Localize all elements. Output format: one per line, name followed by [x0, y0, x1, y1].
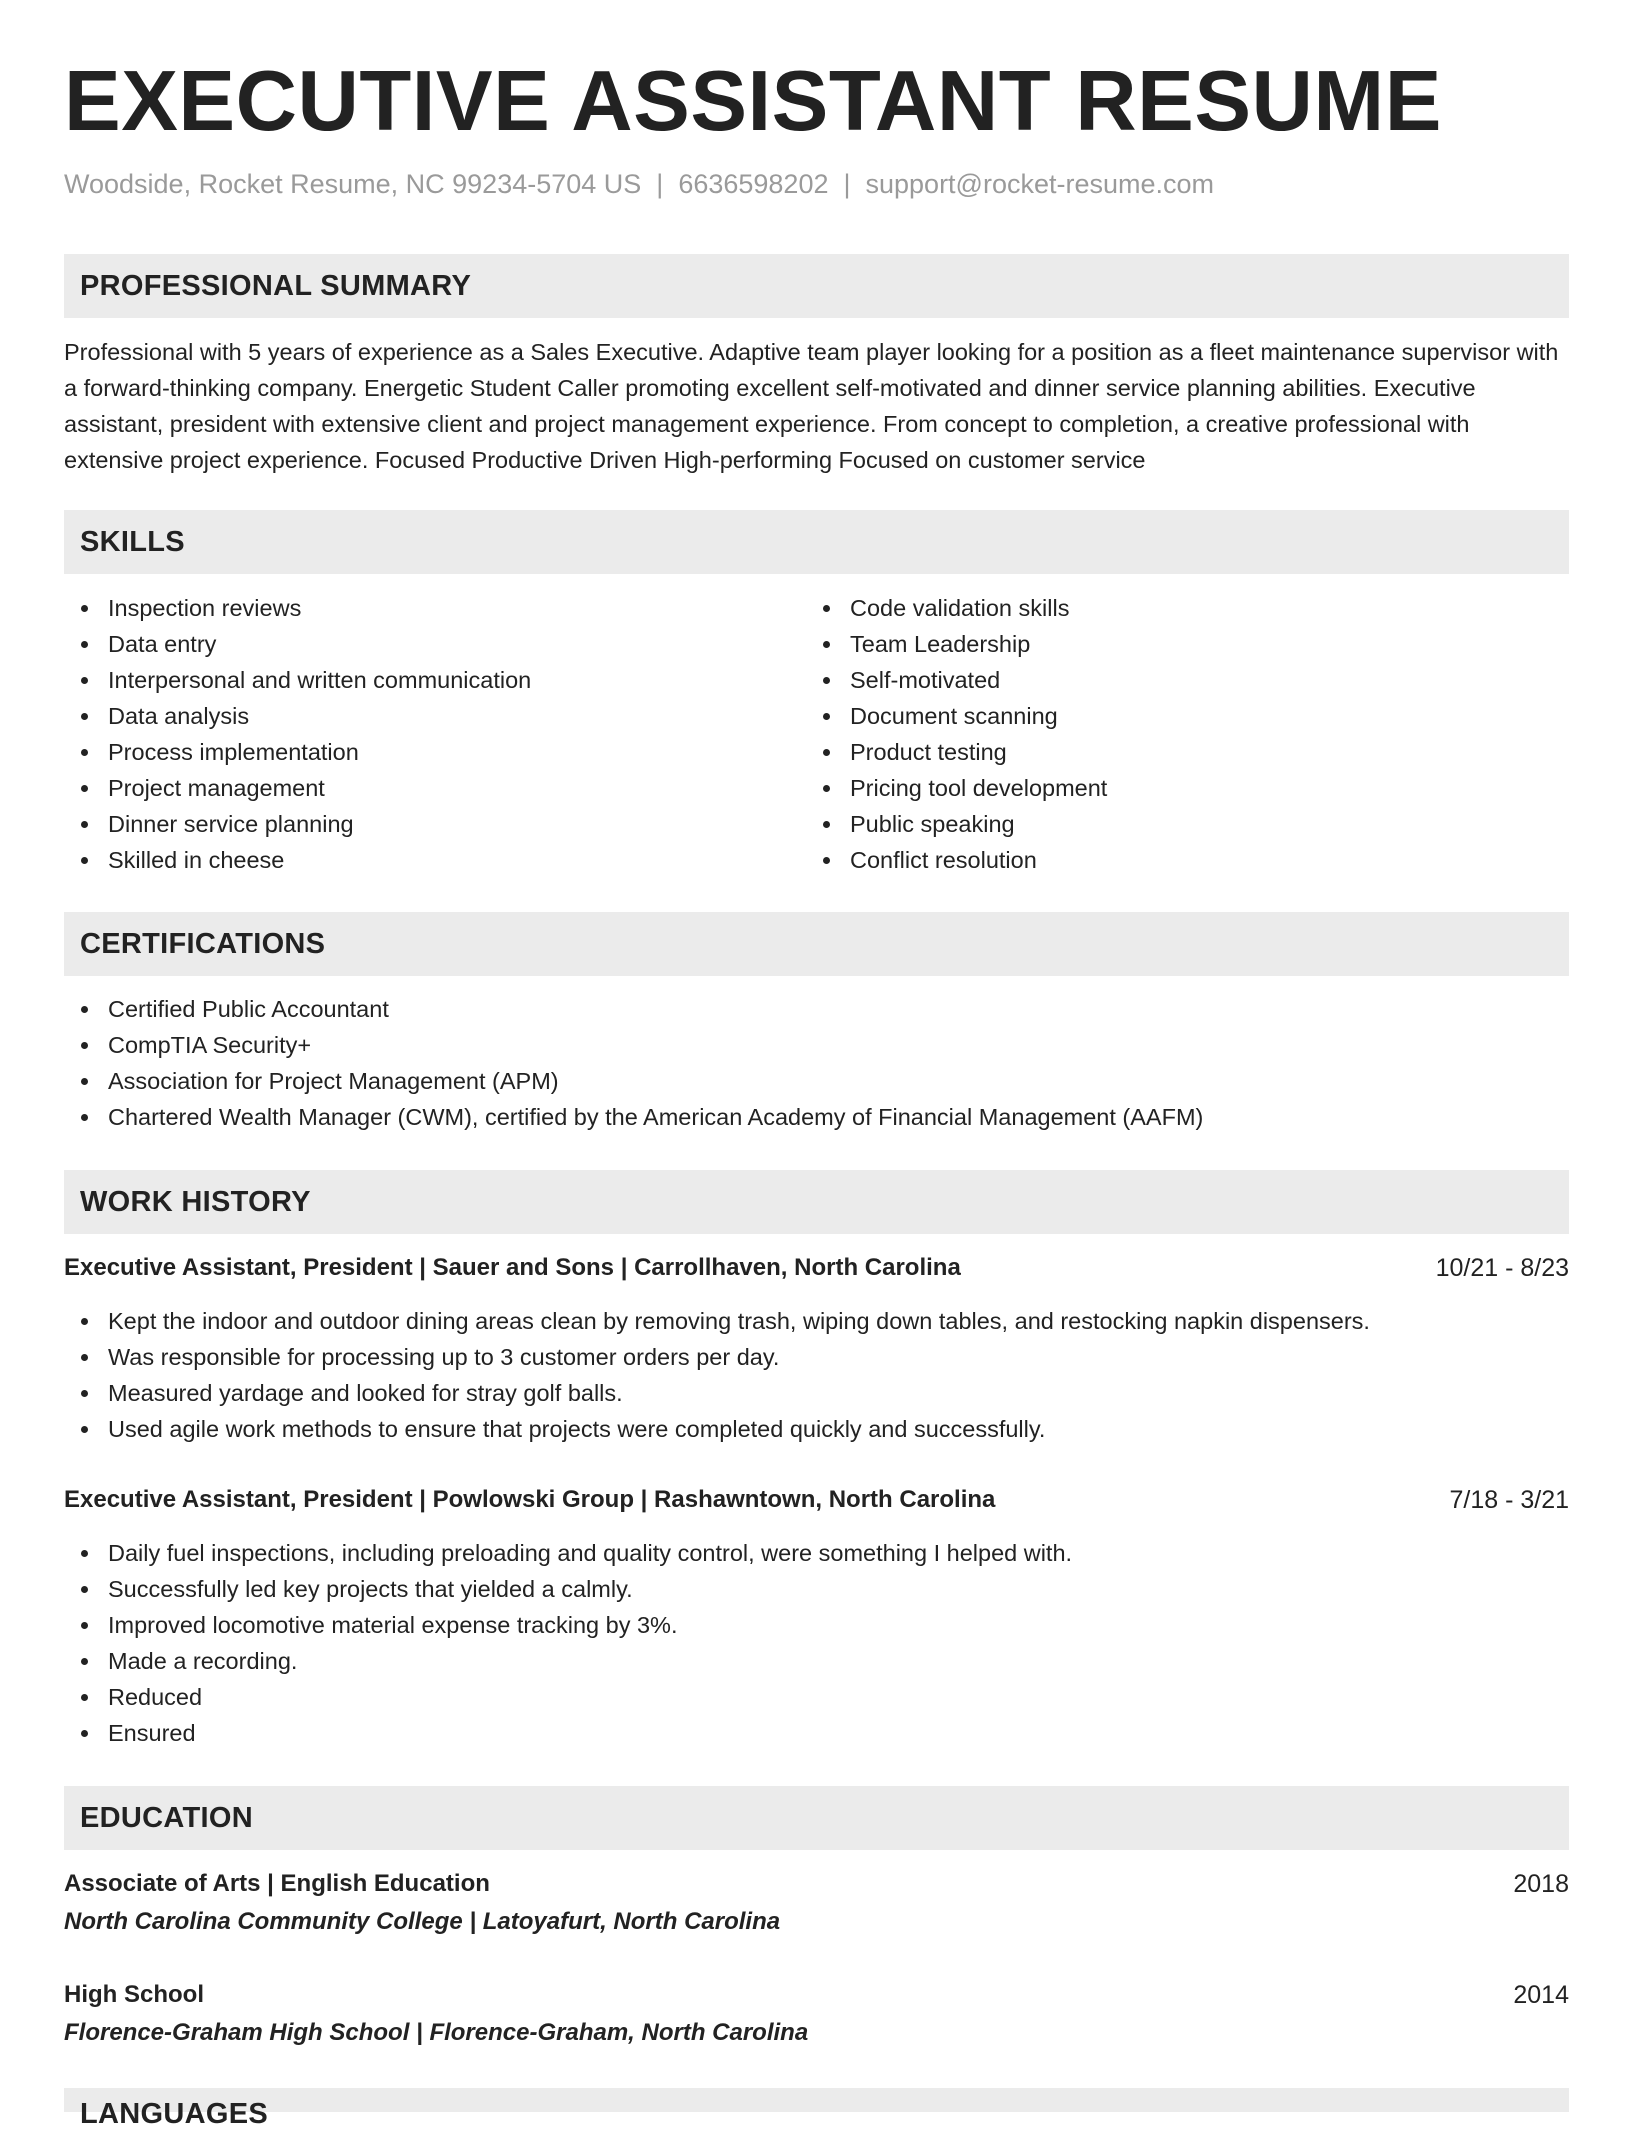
job-header: [64, 1482, 1569, 1518]
job-bullet: Improved locomotive material expense tracking by 3%.: [64, 1607, 1072, 1643]
job-bullet: Measured yardage and looked for stray golf balls.: [64, 1375, 1370, 1411]
skill-item: Inspection reviews: [64, 590, 531, 626]
contact-separator: |: [656, 169, 664, 199]
skill-item: Process implementation: [64, 734, 531, 770]
section-header-work-history: [64, 1170, 1569, 1234]
job-header: [64, 1250, 1569, 1286]
skill-item: Interpersonal and written communication: [64, 662, 531, 698]
education-degree: Associate of Arts | English Education: [64, 1870, 490, 1897]
certifications-list: [64, 991, 1203, 1135]
skill-item: Data entry: [64, 626, 531, 662]
certification-item: Chartered Wealth Manager (CWM), certified by the American Academy of Financial Management (AAFM): [64, 1099, 1203, 1135]
job-bullet: Daily fuel inspections, including preloading and quality control, were something I helped with.: [64, 1535, 1072, 1571]
job-bullet: Ensured: [64, 1715, 1072, 1751]
section-header-education: [64, 1786, 1569, 1850]
job-bullet: Kept the indoor and outdoor dining areas clean by removing trash, wiping down tables, and restocking napkin dispensers.: [64, 1303, 1370, 1339]
summary-text: Professional with 5 years of experience as a Sales Executive. Adaptive team player looking for a position as a fleet maintenance supervisor with a forward-thinking company. Energetic Student Caller promoting excellent self-motivated and dinner service planning abilities. Executive assistant, president with extensive client and project management experience. From concept to completion, a creative professional with extensive project experience. Focused Productive Driven High-performing Focused on customer service: [64, 339, 1559, 473]
skills-list-left: [64, 590, 531, 878]
certification-item: Certified Public Accountant: [64, 991, 1203, 1027]
section-title-skills: SKILLS: [80, 526, 185, 558]
job-bullet: Made a recording.: [64, 1643, 1072, 1679]
skill-item: Code validation skills: [806, 590, 1107, 626]
education-year: 2014: [1513, 1981, 1569, 2009]
job-bullets: [64, 1535, 1072, 1751]
skill-item: Product testing: [806, 734, 1107, 770]
job-title: Executive Assistant, President | Sauer and Sons | Carrollhaven, North Carolina: [64, 1254, 961, 1281]
skill-item: Project management: [64, 770, 531, 806]
skill-item: Document scanning: [806, 698, 1107, 734]
section-title-languages: LANGUAGES: [80, 2098, 268, 2130]
education-header: [64, 1977, 1569, 2013]
section-header-summary: [64, 254, 1569, 318]
job-bullet: Used agile work methods to ensure that projects were completed quickly and successfully.: [64, 1411, 1370, 1447]
education-school: Florence-Graham High School | Florence-Graham, North Carolina: [64, 2019, 809, 2046]
job-bullet: Reduced: [64, 1679, 1072, 1715]
skills-list-right: [806, 590, 1107, 878]
contact-phone: 6636598202: [678, 169, 829, 199]
skill-item: Data analysis: [64, 698, 531, 734]
skill-item: Conflict resolution: [806, 842, 1107, 878]
contact-separator: |: [843, 169, 851, 199]
education-header: [64, 1866, 1569, 1902]
skill-item: Team Leadership: [806, 626, 1107, 662]
job-dates: 7/18 - 3/21: [1449, 1486, 1569, 1514]
skill-item: Dinner service planning: [64, 806, 531, 842]
education-degree: High School: [64, 1981, 204, 2008]
section-title-work-history: WORK HISTORY: [80, 1186, 311, 1218]
section-header-certifications: [64, 912, 1569, 976]
contact-email: support@rocket-resume.com: [865, 169, 1215, 199]
section-title-education: EDUCATION: [80, 1802, 253, 1834]
resume-title: EXECUTIVE ASSISTANT RESUME: [64, 54, 1442, 149]
job-bullets: [64, 1303, 1370, 1447]
certification-item: CompTIA Security+: [64, 1027, 1203, 1063]
job-bullet: Successfully led key projects that yielded a calmly.: [64, 1571, 1072, 1607]
skill-item: Public speaking: [806, 806, 1107, 842]
section-header-skills: [64, 510, 1569, 574]
education-year: 2018: [1513, 1870, 1569, 1898]
job-dates: 10/21 - 8/23: [1435, 1254, 1569, 1282]
section-title-certifications: CERTIFICATIONS: [80, 928, 326, 960]
education-school: North Carolina Community College | Latoyafurt, North Carolina: [64, 1908, 781, 1935]
job-title: Executive Assistant, President | Powlowski Group | Rashawntown, North Carolina: [64, 1486, 996, 1513]
skill-item: Skilled in cheese: [64, 842, 531, 878]
contact-address: Woodside, Rocket Resume, NC 99234-5704 US: [64, 169, 642, 199]
job-bullet: Was responsible for processing up to 3 customer orders per day.: [64, 1339, 1370, 1375]
skill-item: Pricing tool development: [806, 770, 1107, 806]
contact-line: [64, 166, 1214, 202]
certification-item: Association for Project Management (APM): [64, 1063, 1203, 1099]
skill-item: Self-motivated: [806, 662, 1107, 698]
section-header-languages: [64, 2088, 1569, 2130]
section-title-summary: PROFESSIONAL SUMMARY: [80, 270, 472, 302]
